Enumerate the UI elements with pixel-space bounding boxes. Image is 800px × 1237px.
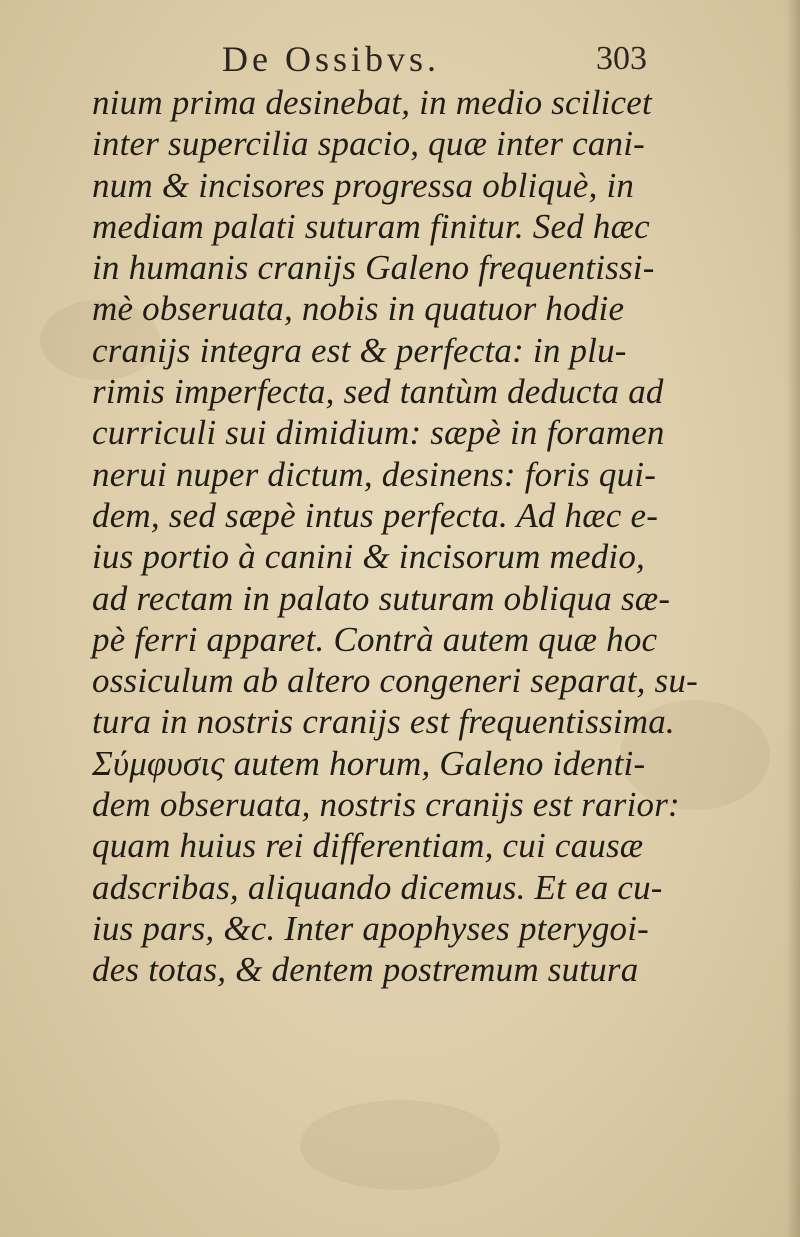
text-line: dem, sed sæpè intus perfecta. Ad hæc e- (92, 495, 659, 535)
text-line: tura in nostris cranijs est frequentissima. (92, 702, 675, 742)
text-line: Σύμφυσις autem horum, Galeno identi- (92, 743, 646, 783)
text-line: dem obseruata, nostris cranijs est rarior: (92, 785, 680, 825)
text-line: ius pars, &c. Inter apophyses pterygoi- (92, 908, 650, 948)
text-line: quam huius rei differentiam, cui causæ (92, 826, 644, 866)
text-line: des totas, & dentem postremum sutura (92, 950, 639, 990)
running-head-title: De Ossibvs. (222, 39, 441, 79)
text-line: num & incisores progressa obliquè, in (92, 165, 635, 205)
text-line: cranijs integra est & perfecta: in plu- (92, 330, 627, 370)
text-line: mediam palati suturam finitur. Sed hæc (92, 206, 650, 246)
page-number: 303 (596, 40, 647, 77)
text-line: ad rectam in palato suturam obliqua sæ- (92, 578, 671, 618)
text-line: inter supercilia spacio, quæ inter cani- (92, 124, 646, 164)
text-line: curriculi sui dimidium: sæpè in foramen (92, 413, 665, 453)
text-line: adscribas, aliquando dicemus. Et ea cu- (92, 867, 663, 907)
text-line: nium prima desinebat, in medio scilicet (92, 83, 652, 122)
running-head (0, 38, 800, 88)
text-line: in humanis cranijs Galeno frequentissi- (92, 248, 655, 288)
text-line: mè obseruata, nobis in quatuor hodie (92, 289, 625, 329)
text-line: nerui nuper dictum, desinens: foris qui- (92, 454, 657, 494)
paper-stain (300, 1100, 500, 1190)
text-line: pè ferri apparet. Contrà autem quæ hoc (92, 619, 658, 659)
page-edge-shadow (786, 0, 800, 1237)
text-line: rimis imperfecta, sed tantùm deducta ad (92, 372, 664, 412)
body-text (92, 82, 698, 991)
text-line: ius portio à canini & incisorum medio, (92, 537, 646, 577)
text-line: ossiculum ab altero congeneri separat, su- (92, 661, 698, 701)
